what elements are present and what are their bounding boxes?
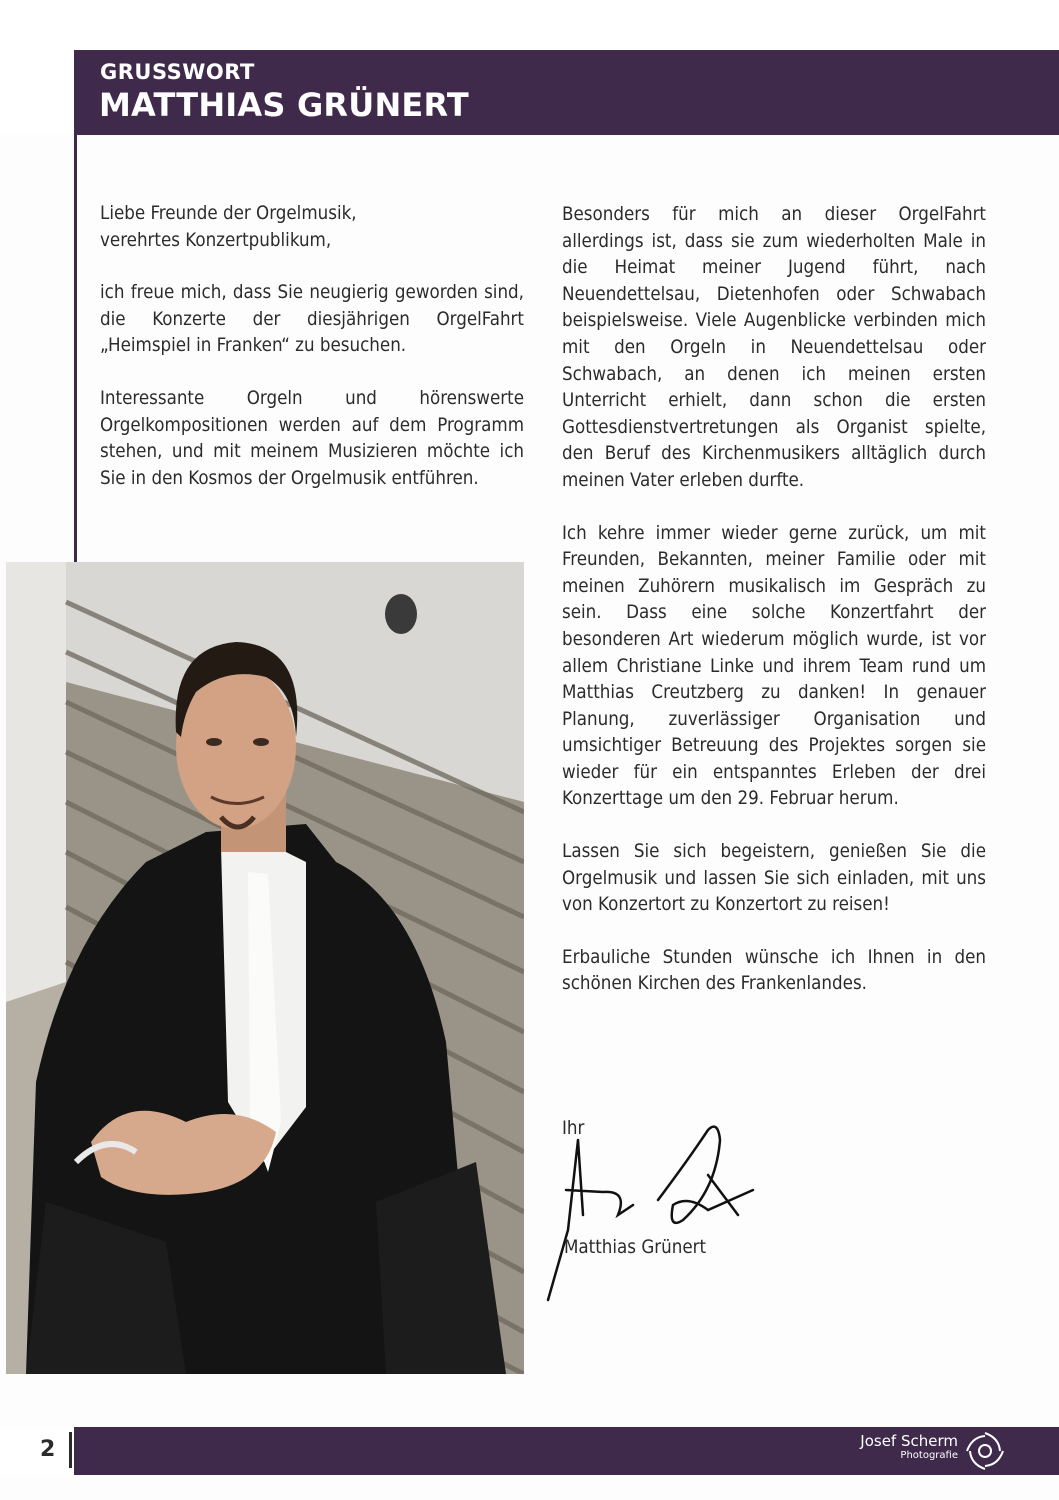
portrait-illustration [6,562,524,1374]
paragraph: Erbauliche Stunden wünsche ich Ihnen in den schönen Kirchen des Frankenlandes. [562,946,986,995]
salutation-line-2: verehrtes Konzertpublikum, [100,229,332,251]
photo-credit-name: Josef Scherm [860,1432,958,1450]
closing-salutation: Ihr [562,1118,585,1139]
right-column [562,202,986,1024]
page-number: 2 [40,1437,56,1462]
left-column [100,201,524,518]
photo-credit-subtitle: Photografie [900,1450,958,1461]
paragraph: Lassen Sie sich begeistern, genießen Sie die Orgelmusik und lassen Sie sich einladen, mit uns von Konzertort zu Konzertort zu reisen! [562,841,986,916]
paragraph: Ich kehre immer wieder gerne zurück, um mit Freunden, Bekannten, meiner Familie oder mit meinen Zuhörern musikalisch im Gespräch zu sein. Dass eine solche Konzertfahrt der besonderen Art wiederum möglich wurde, ist vor allem Christiane Linke und ihrem Team rund um Matthias Creutzberg zu danken! In genauer Planung, zuverlässiger Organisation und umsichtiger Betreuung des Projektes sorgen sie wieder für ein entspanntes Erleben der drei Konzerttage um den 29. Februar herum. [562,522,986,810]
photo-credit [856,1432,958,1461]
salutation-line-1: Liebe Freunde der Orgelmusik, [100,203,357,224]
page-number-divider [69,1432,72,1468]
footer-left-area [0,1427,74,1475]
paragraph: Interessante Orgeln und hörenswerte Orgelkompositionen werden auf dem Programm stehen, und mit meinem Musizieren möchte ich Sie in den Kosmos der Orgelmusik entführen. [100,387,524,489]
accent-line [74,62,77,567]
aperture-icon [964,1430,1006,1472]
paragraph: Besonders für mich an dieser OrgelFahrt allerdings ist, dass sie zum wiederholten Male in die Heimat meiner Jugend führt, nach Neuendettelsau, Dietenhofen oder Schwabach beispielsweise. Viele Augenblicke verbinden mich mit den Orgeln in Neuendettelsau oder Schwabach, an denen ich meinen ersten Unterricht erhielt, dann schon die ersten Gottesdienstvertretungen als Organist spielte, den Beruf des Kirchenmusikers alltäglich durch meinen Vater erleben durfte. [562,204,986,491]
portrait-photo [6,562,524,1374]
salutation [100,201,524,254]
signature [538,1120,768,1310]
section-label: GRUSSWORT [100,60,255,84]
page-title: MATTHIAS GRÜNERT [99,86,469,124]
signer-name: Matthias Grünert [564,1237,707,1258]
paragraph: ich freue mich, dass Sie neugierig geworden sind, die Konzerte der diesjährigen OrgelFahrt „Heimspiel in Franken“ zu besuchen. [100,282,524,357]
